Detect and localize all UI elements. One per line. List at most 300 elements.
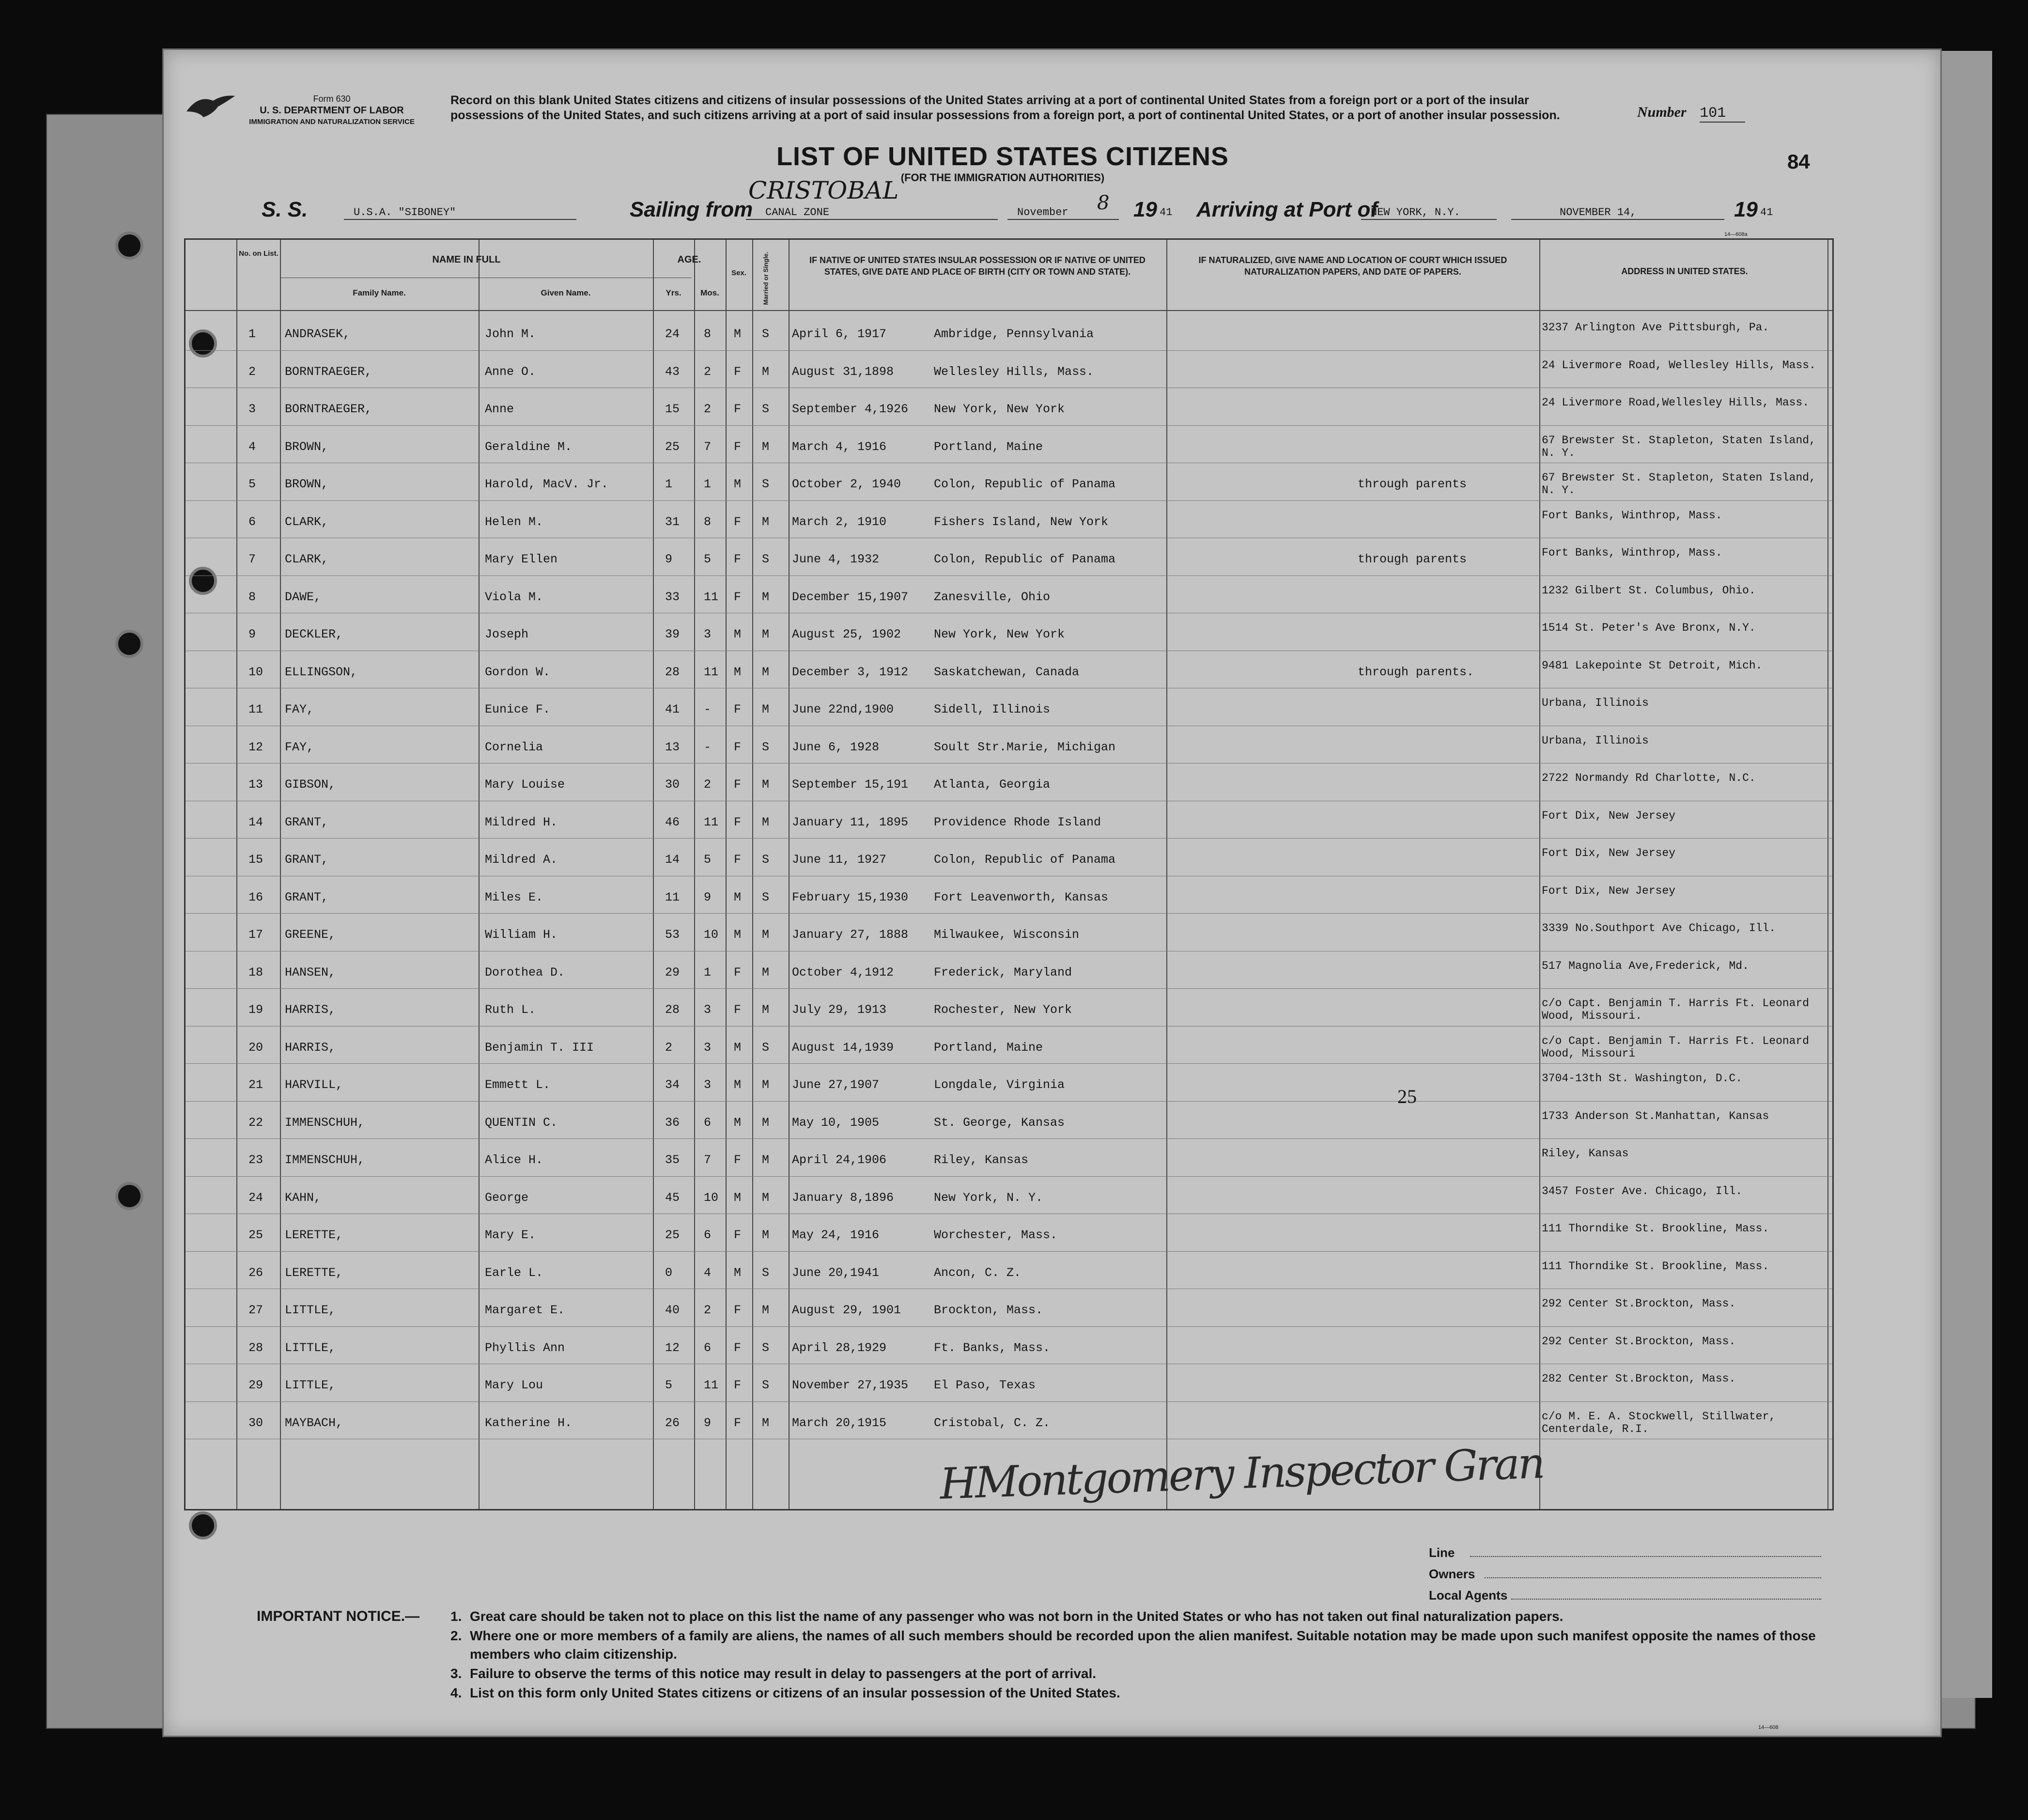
cell-given: Katherine H.	[485, 1416, 573, 1430]
cell-address: 111 Thorndike St. Brookline, Mass.	[1542, 1222, 1769, 1235]
notice-item	[450, 1684, 1831, 1702]
cell-ms: M	[762, 702, 770, 716]
inspector-signature: HMontgomery Inspector Gran	[939, 1438, 1545, 1509]
stamp-number: 25	[1397, 1086, 1417, 1107]
cell-yrs: 15	[665, 402, 680, 416]
cell-yrs: 1	[665, 477, 673, 491]
notice-item	[450, 1664, 1831, 1683]
cell-family: BORNTRAEGER,	[285, 364, 372, 379]
notice-number: 1.	[450, 1609, 462, 1624]
cell-given: John M.	[485, 327, 536, 341]
cell-address: Fort Banks, Winthrop, Mass.	[1542, 509, 1722, 522]
cell-no: 4	[248, 439, 256, 454]
cell-ms: M	[762, 1416, 770, 1430]
cell-address: 3237 Arlington Ave Pittsburgh, Pa.	[1542, 321, 1769, 334]
cell-no: 25	[248, 1228, 263, 1242]
cell-mos: 9	[704, 1416, 712, 1430]
col-age: AGE.	[677, 254, 701, 265]
cell-birth-date: March 2, 1910	[792, 514, 887, 529]
cell-no: 10	[248, 665, 263, 679]
cell-mos: 1	[704, 477, 712, 491]
cell-address: Urbana, Illinois	[1542, 697, 1649, 709]
cell-address: 2722 Normandy Rd Charlotte, N.C.	[1542, 772, 1756, 784]
sailing-label: Sailing from	[630, 198, 753, 221]
cell-sex: F	[734, 1153, 742, 1167]
table-row	[186, 1251, 1832, 1289]
cell-yrs: 39	[665, 627, 680, 641]
cell-ms: S	[762, 552, 770, 566]
cell-no: 2	[248, 364, 256, 379]
cell-birth-date: May 10, 1905	[792, 1115, 880, 1130]
cell-birth-date: June 27,1907	[792, 1078, 880, 1092]
cell-mos: 1	[704, 965, 712, 980]
notice-item	[450, 1607, 1831, 1626]
cell-sex: F	[734, 364, 742, 379]
cell-mos: 3	[704, 1078, 712, 1092]
cell-given: Phyllis Ann	[485, 1340, 565, 1355]
cell-birth-place: Colon, Republic of Panama	[934, 552, 1116, 566]
cell-ms: M	[762, 514, 770, 529]
binder-hole	[115, 232, 143, 260]
line-field: Line	[1429, 1545, 1821, 1567]
cell-birth-place: Soult Str.Marie, Michigan	[934, 740, 1116, 754]
cell-given: Dorothea D.	[485, 965, 565, 980]
cell-birth-place: Frederick, Maryland	[934, 965, 1072, 980]
cell-no: 30	[248, 1416, 263, 1430]
cell-mos: 3	[704, 1040, 712, 1055]
cell-address: Riley, Kansas	[1542, 1147, 1629, 1160]
cell-no: 24	[248, 1190, 263, 1205]
table-row	[186, 688, 1832, 725]
sailing-from: CANAL ZONE	[765, 206, 830, 218]
notice-number: 3.	[450, 1666, 462, 1681]
cell-mos: 6	[704, 1115, 712, 1130]
cell-address: c/o M. E. A. Stockwell, Stillwater, Centerdale, R.I.	[1542, 1410, 1776, 1435]
cell-mos: 8	[704, 514, 712, 529]
cell-sex: M	[734, 627, 742, 641]
cell-given: Margaret E.	[485, 1303, 565, 1317]
cell-family: CLARK,	[285, 552, 329, 566]
cell-mos: -	[704, 702, 712, 716]
cell-no: 20	[248, 1040, 263, 1055]
page-title: LIST OF UNITED STATES CITIZENS	[776, 142, 1229, 171]
cell-family: LERETTE,	[285, 1265, 343, 1280]
cell-given: Eunice F.	[485, 702, 551, 716]
cell-ms: S	[762, 1265, 770, 1280]
cell-sex: F	[734, 552, 742, 566]
sail-day: 8	[1097, 192, 1110, 214]
cell-birth-place: Colon, Republic of Panama	[934, 853, 1116, 867]
cell-sex: F	[734, 402, 742, 416]
cell-birth-date: May 24, 1916	[792, 1228, 880, 1242]
table-row	[186, 1401, 1832, 1439]
department-name: U. S. DEPARTMENT OF LABOR	[260, 105, 404, 116]
cell-given: Alice H.	[485, 1153, 543, 1167]
cell-yrs: 9	[665, 552, 673, 566]
cell-birth-date: January 27, 1888	[792, 928, 909, 942]
table-row	[186, 726, 1832, 763]
cell-yrs: 25	[665, 1228, 680, 1242]
cell-ms: M	[762, 627, 770, 641]
cell-birth-date: July 29, 1913	[792, 1003, 887, 1017]
cell-ms: M	[762, 965, 770, 980]
table-row	[186, 538, 1832, 575]
cell-birth-place: Rochester, New York	[934, 1003, 1072, 1017]
arrival-year-prefix: 19	[1734, 198, 1758, 221]
cell-family: ELLINGSON,	[285, 665, 358, 679]
table-row	[186, 500, 1832, 538]
cell-no: 12	[248, 740, 263, 754]
cell-ms: S	[762, 853, 770, 867]
col-naturalized: IF NATURALIZED, GIVE NAME AND LOCATION OF COURT WHICH ISSUED NATURALIZATION PAPERS, AND DATE OF PAPERS.	[1198, 255, 1507, 277]
cell-yrs: 2	[665, 1040, 673, 1055]
arrival-date: NOVEMBER 14,	[1560, 206, 1637, 218]
cell-mos: 2	[704, 778, 712, 792]
cell-ms: M	[762, 928, 770, 942]
table-row	[186, 1213, 1832, 1251]
cell-yrs: 5	[665, 1378, 673, 1392]
cell-address: Fort Banks, Winthrop, Mass.	[1542, 546, 1722, 559]
cell-given: Mary Louise	[485, 778, 565, 792]
sail-month: November	[1017, 206, 1068, 218]
cell-ms: M	[762, 778, 770, 792]
sail-year: 41	[1160, 206, 1173, 218]
table-row	[186, 763, 1832, 800]
cell-ms: S	[762, 327, 770, 341]
cell-given: Mary Ellen	[485, 552, 558, 566]
cell-sex: F	[734, 815, 742, 829]
cell-family: CLARK,	[285, 514, 329, 529]
cell-sex: M	[734, 665, 742, 679]
cell-family: KAHN,	[285, 1190, 322, 1205]
cell-birth-place: St. George, Kansas	[934, 1115, 1065, 1130]
col-address: ADDRESS IN UNITED STATES.	[1621, 266, 1748, 276]
cell-birth-place: Ambridge, Pennsylvania	[934, 327, 1094, 341]
cell-birth-place: New York, New York	[934, 402, 1065, 416]
cell-no: 14	[248, 815, 263, 829]
cell-mos: 11	[704, 665, 719, 679]
cell-address: 9481 Lakepointe St Detroit, Mich.	[1542, 659, 1763, 672]
cell-ms: S	[762, 740, 770, 754]
cell-birth-date: June 4, 1932	[792, 552, 880, 566]
cell-birth-date: October 4,1912	[792, 965, 894, 980]
cell-family: HARVILL,	[285, 1078, 343, 1092]
cell-yrs: 30	[665, 778, 680, 792]
cell-ms: M	[762, 1115, 770, 1130]
cell-given: QUENTIN C.	[485, 1115, 558, 1130]
owners-field: Owners	[1429, 1567, 1821, 1588]
cell-family: FAY,	[285, 740, 314, 754]
table-row	[186, 425, 1832, 463]
page-subtitle: (FOR THE IMMIGRATION AUTHORITIES)	[900, 171, 1105, 184]
col-name-in-full: NAME IN FULL	[432, 254, 501, 265]
cell-family: DAWE,	[285, 590, 322, 604]
cell-birth-place: Riley, Kansas	[934, 1153, 1029, 1167]
cell-family: FAY,	[285, 702, 314, 716]
cell-yrs: 33	[665, 590, 680, 604]
cell-sex: M	[734, 1115, 742, 1130]
cell-address: Fort Dix, New Jersey	[1542, 809, 1676, 822]
table-row	[186, 388, 1832, 425]
cell-address: 1232 Gilbert St. Columbus, Ohio.	[1542, 584, 1756, 597]
cell-ms: S	[762, 1378, 770, 1392]
cell-birth-date: August 14,1939	[792, 1040, 894, 1055]
col-sex: Sex.	[731, 269, 746, 277]
cell-address: c/o Capt. Benjamin T. Harris Ft. Leonard Wood, Missouri	[1542, 1034, 1810, 1060]
cell-no: 18	[248, 965, 263, 980]
table-row	[186, 951, 1832, 988]
cell-mos: 7	[704, 1153, 712, 1167]
cell-family: DECKLER,	[285, 627, 343, 641]
cell-birth-date: September 4,1926	[792, 402, 909, 416]
cell-family: ANDRASEK,	[285, 327, 351, 341]
cell-birth-date: April 6, 1917	[792, 327, 887, 341]
cell-given: Geraldine M.	[485, 439, 573, 454]
cell-yrs: 29	[665, 965, 680, 980]
cell-family: LITTLE,	[285, 1340, 336, 1355]
cell-sex: F	[734, 740, 742, 754]
cell-given: William H.	[485, 928, 558, 942]
cell-given: Emmett L.	[485, 1078, 551, 1092]
cell-birth-date: March 4, 1916	[792, 439, 887, 454]
cell-mos: 11	[704, 815, 719, 829]
cell-family: BROWN,	[285, 477, 329, 491]
cell-ms: M	[762, 1153, 770, 1167]
cell-ms: M	[762, 1078, 770, 1092]
cell-sex: F	[734, 853, 742, 867]
cell-birth-date: January 11, 1895	[792, 815, 909, 829]
cell-no: 26	[248, 1265, 263, 1280]
cell-address: c/o Capt. Benjamin T. Harris Ft. Leonard Wood, Missouri.	[1542, 997, 1810, 1022]
cell-mos: 6	[704, 1228, 712, 1242]
cell-sex: F	[734, 1003, 742, 1017]
cell-birth-place: New York, New York	[934, 627, 1065, 641]
cell-no: 3	[248, 402, 256, 416]
cell-given: George	[485, 1190, 529, 1205]
cell-mos: 4	[704, 1265, 712, 1280]
cell-mos: 5	[704, 853, 712, 867]
cell-sex: M	[734, 1265, 742, 1280]
cell-yrs: 25	[665, 439, 680, 454]
cell-address: 111 Thorndike St. Brookline, Mass.	[1542, 1260, 1769, 1273]
cell-yrs: 28	[665, 665, 680, 679]
passenger-table	[184, 238, 1834, 1510]
cell-birth-date: November 27,1935	[792, 1378, 909, 1392]
cell-given: Joseph	[485, 627, 529, 641]
cell-address: 67 Brewster St. Stapleton, Staten Island, N. Y.	[1542, 434, 1816, 459]
cell-birth-place: Sidell, Illinois	[934, 702, 1051, 716]
cell-birth-place: Longdale, Virginia	[934, 1078, 1065, 1092]
form-number: Form 630	[313, 94, 351, 104]
cell-yrs: 41	[665, 702, 680, 716]
cell-ms: S	[762, 890, 770, 904]
notice-heading: IMPORTANT NOTICE.—	[257, 1608, 420, 1624]
col-family-name: Family Name.	[353, 288, 406, 297]
col-mos: Mos.	[700, 288, 719, 297]
cell-sex: M	[734, 477, 742, 491]
cell-ms: M	[762, 1303, 770, 1317]
cell-address: 3457 Foster Ave. Chicago, Ill.	[1542, 1184, 1743, 1198]
cell-family: HARRIS,	[285, 1040, 336, 1055]
cell-yrs: 35	[665, 1153, 680, 1167]
table-row	[186, 1364, 1832, 1401]
cell-family: GRANT,	[285, 890, 329, 904]
col-birth: IF NATIVE OF UNITED STATES INSULAR POSSESSION OR IF NATIVE OF UNITED STATES, GIVE DATE AND PLACE OF BIRTH (CITY OR TOWN AND STATE).	[809, 255, 1146, 277]
cell-mos: 9	[704, 890, 712, 904]
cell-given: Harold, MacV. Jr.	[485, 477, 609, 491]
cell-address: Fort Dix, New Jersey	[1542, 847, 1676, 859]
cell-given: Anne O.	[485, 364, 536, 379]
cell-birth-place: Brockton, Mass.	[934, 1303, 1043, 1317]
cell-no: 5	[248, 477, 256, 491]
table-row	[186, 463, 1832, 500]
cell-sex: F	[734, 590, 742, 604]
binder-hole	[115, 630, 143, 658]
cell-birth-date: June 20,1941	[792, 1265, 880, 1280]
cell-mos: 5	[704, 552, 712, 566]
cell-address: 3704-13th St. Washington, D.C.	[1542, 1072, 1743, 1085]
cell-ms: M	[762, 439, 770, 454]
notice-item	[450, 1627, 1831, 1664]
cell-address: 24 Livermore Road, Wellesley Hills, Mass.	[1542, 358, 1816, 372]
cell-sex: M	[734, 1190, 742, 1205]
cell-yrs: 14	[665, 853, 680, 867]
col-yrs: Yrs.	[666, 288, 681, 297]
cell-address: 67 Brewster St. Stapleton, Staten Island, N. Y.	[1542, 471, 1816, 497]
service-name: IMMIGRATION AND NATURALIZATION SERVICE	[249, 118, 415, 126]
cell-no: 1	[248, 327, 256, 341]
cell-no: 15	[248, 853, 263, 867]
cell-birth-place: Portland, Maine	[934, 439, 1043, 454]
cell-birth-date: September 15,191	[792, 778, 909, 792]
cell-ms: M	[762, 815, 770, 829]
sail-year-prefix: 19	[1133, 198, 1157, 221]
ss-label: S. S.	[262, 198, 308, 221]
cell-birth-date: April 28,1929	[792, 1340, 887, 1355]
form-code-bottom: 14—608	[1758, 1725, 1779, 1730]
cell-family: GIBSON,	[285, 778, 336, 792]
table-row	[186, 350, 1832, 388]
cell-birth-date: February 15,1930	[792, 890, 909, 904]
cell-birth-place: Cristobal, C. Z.	[934, 1416, 1051, 1430]
cell-nat: through parents.	[1358, 665, 1474, 679]
cell-yrs: 26	[665, 1416, 680, 1430]
page-number: 84	[1787, 150, 1810, 173]
table-row	[186, 988, 1832, 1026]
cell-yrs: 13	[665, 740, 680, 754]
cell-birth-place: Ancon, C. Z.	[934, 1265, 1022, 1280]
list-number	[1637, 104, 1745, 122]
cell-no: 17	[248, 928, 263, 942]
cell-mos: 3	[704, 1003, 712, 1017]
table-row	[186, 613, 1832, 650]
cell-family: IMMENSCHUH,	[285, 1115, 365, 1130]
cell-sex: M	[734, 928, 742, 942]
cell-family: LITTLE,	[285, 1378, 336, 1392]
cell-mos: 6	[704, 1340, 712, 1355]
table-row	[186, 1326, 1832, 1364]
notice-number: 4.	[450, 1685, 462, 1700]
cell-given: Helen M.	[485, 514, 543, 529]
cell-birth-place: Atlanta, Georgia	[934, 778, 1051, 792]
cell-sex: F	[734, 439, 742, 454]
table-row	[186, 1063, 1832, 1101]
cell-yrs: 31	[665, 514, 680, 529]
cell-family: HARRIS,	[285, 1003, 336, 1017]
cell-mos: 10	[704, 928, 719, 942]
cell-ms: S	[762, 477, 770, 491]
cell-birth-place: Milwaukee, Wisconsin	[934, 928, 1080, 942]
table-row	[186, 1138, 1832, 1176]
cell-family: MAYBACH,	[285, 1416, 343, 1430]
cell-sex: F	[734, 965, 742, 980]
cell-mos: 11	[704, 1378, 719, 1392]
cell-address: 292 Center St.Brockton, Mass.	[1542, 1335, 1736, 1348]
local-agents-field: Local Agents	[1429, 1588, 1821, 1609]
table-row	[186, 651, 1832, 688]
cell-ms: S	[762, 1040, 770, 1055]
cell-no: 29	[248, 1378, 263, 1392]
cell-birth-date: August 31,1898	[792, 364, 894, 379]
cell-sex: F	[734, 702, 742, 716]
cell-birth-place: Colon, Republic of Panama	[934, 477, 1116, 491]
cell-ms: M	[762, 1003, 770, 1017]
cell-nat: through parents	[1358, 552, 1467, 566]
cell-birth-place: Worchester, Mass.	[934, 1228, 1058, 1242]
cell-given: Anne	[485, 402, 514, 416]
cell-mos: 2	[704, 1303, 712, 1317]
cell-sex: M	[734, 327, 742, 341]
cell-yrs: 43	[665, 364, 680, 379]
binder-hole	[115, 1182, 143, 1210]
cell-birth-date: January 8,1896	[792, 1190, 894, 1205]
arrival-year: 41	[1760, 206, 1773, 218]
cell-given: Viola M.	[485, 590, 543, 604]
cell-mos: 11	[704, 590, 719, 604]
cell-no: 16	[248, 890, 263, 904]
instructions-text: Record on this blank United States citizens and citizens of insular possessions of the United States arriving at a port of continental United States from a foreign port or a port of the insular possessions of the United States, and such citizens arriving at a port of said insular possessions from a foreign port, a port of continental United States, or a port of another insular possession.	[450, 93, 1560, 122]
arrival-port: NEW YORK, N.Y.	[1371, 206, 1460, 218]
cell-family: GRANT,	[285, 853, 329, 867]
cell-ms: M	[762, 1190, 770, 1205]
table-row	[186, 576, 1832, 613]
cell-yrs: 36	[665, 1115, 680, 1130]
cell-sex: F	[734, 1303, 742, 1317]
col-married-single: Married or Single.	[762, 251, 770, 305]
cell-ms: S	[762, 1340, 770, 1355]
table-row	[186, 801, 1832, 838]
cell-no: 27	[248, 1303, 263, 1317]
cell-birth-date: December 3, 1912	[792, 665, 909, 679]
cell-family: GRANT,	[285, 815, 329, 829]
cell-address: 1733 Anderson St.Manhattan, Kansas	[1542, 1109, 1769, 1122]
cell-address: Fort Dix, New Jersey	[1542, 884, 1676, 897]
notice-items	[450, 1607, 1831, 1703]
cell-ms: M	[762, 1228, 770, 1242]
cell-birth-date: August 25, 1902	[792, 627, 901, 641]
cell-no: 11	[248, 702, 263, 716]
cell-given: Mary Lou	[485, 1378, 543, 1392]
cell-birth-place: Wellesley Hills, Mass.	[934, 364, 1094, 379]
form-code-top: 14—608a	[1724, 232, 1748, 237]
table-row	[186, 876, 1832, 913]
cell-birth-date: June 6, 1928	[792, 740, 880, 754]
cell-yrs: 24	[665, 327, 680, 341]
cell-ms: S	[762, 402, 770, 416]
cell-sex: F	[734, 778, 742, 792]
cell-yrs: 12	[665, 1340, 680, 1355]
cell-yrs: 45	[665, 1190, 680, 1205]
